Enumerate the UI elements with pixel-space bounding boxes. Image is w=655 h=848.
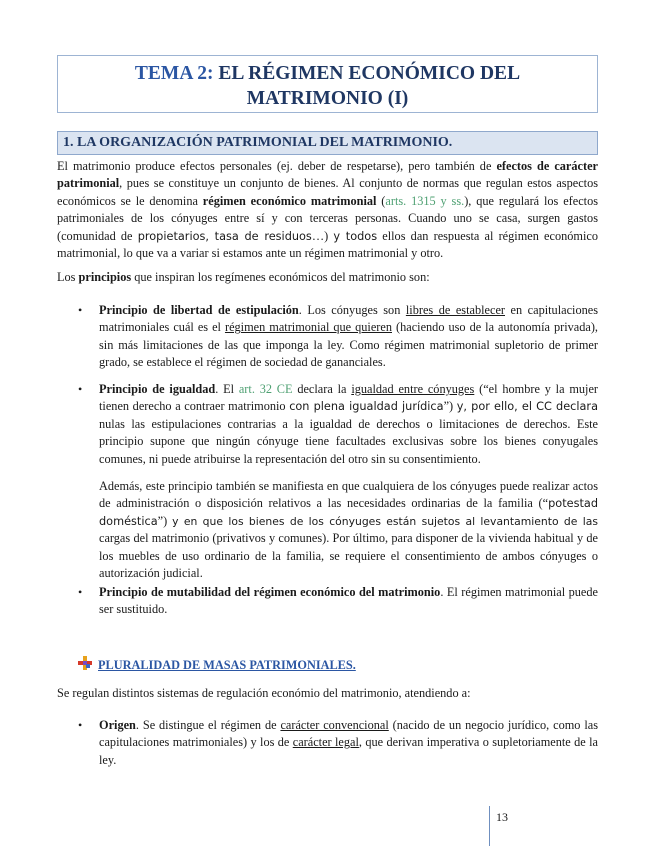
bullet-icon: • bbox=[78, 382, 83, 396]
paragraph-intro: El matrimonio produce efectos personales (ej. deber de respetarse), pero también de efectos de carácter patrimonial, pues se constituye un conjunto de bienes. Al conjunto de normas que regulan estos aspectos económicos se le denomina régimen económico matrimonial (arts. 1315 y ss.), que regulará los efectos patrimoniales de los cónyuges entre sí y con terceras personas. Cuando uno se casa, surgen gastos (comunidad de propietarios, tasa de residuos…) y todos ellos dan respuesta al régimen económico matrimonial, lo que va a variar si estamos ante un régimen matrimonial y otro. bbox=[57, 159, 599, 261]
link-articles[interactable]: arts. 1315 y ss. bbox=[385, 193, 465, 208]
title-rest: EL RÉGIMEN ECONÓMICO DEL bbox=[218, 63, 521, 84]
subheading-link[interactable]: PLURALIDAD DE MASAS PATRIMONIALES. bbox=[98, 658, 356, 672]
list-item-continuation: Además, este principio también se manifiesta en que cualquiera de los cónyuges puede realizar actos de administración o disposición relativos a las necesidades ordinarias de la familia (“potestad doméstica”) y en que los bienes de los cónyuges están sujetos al levantamiento de las cargas del matrimonio (privativos y comunes). Por último, para disponer de la vivienda habitual y de los muebles de uso ordinario de la familia, se requiere el consentimiento de ambos cónyuges o autorización judicial. bbox=[99, 479, 598, 581]
page-number: 13 bbox=[496, 810, 508, 824]
list-item: Principio de igualdad. El art. 32 CE declara la igualdad entre cónyuges (“el hombre y la mujer tienen derecho a contraer matrimonio con plena igualdad jurídica”) y, por ello, el CC declara nulas las estipulaciones contrarias a la igualdad de derechos o limitaciones de derechos. Este principio supone que ningún cónyuge tiene facultades exclusivas sobre los bienes conyugales comunes, ni puede atribuirse la representación del otro sin su consentimiento. bbox=[99, 382, 599, 466]
bullet-icon: • bbox=[78, 718, 83, 732]
plus-icon bbox=[78, 656, 92, 670]
list-item: Principio de libertad de estipulación. Los cónyuges son libres de establecer en capitulaciones matrimoniales cuál es el régimen matrimonial que quieren (haciendo uso de la autonomía privada), sin más limitaciones de las que imponga la ley. Como régimen matrimonial supletorio de primer grado, se establece el régimen de sociedad de gananciales. bbox=[99, 303, 599, 370]
link-art32[interactable]: art. 32 CE bbox=[238, 382, 293, 396]
list-item: Origen. Se distingue el régimen de carácter convencional (nacido de un negocio jurídico, como las capitulaciones matrimoniales) y los de carácter legal, que derivan imperativa o supletoriamente de la ley. bbox=[99, 718, 598, 767]
bullet-icon: • bbox=[78, 585, 83, 599]
paragraph-principios: Los principios que inspiran los regímenes económicos del matrimonio son: bbox=[57, 270, 430, 284]
bullet-icon: • bbox=[78, 303, 83, 317]
title-prefix: TEMA 2: bbox=[134, 63, 214, 84]
paragraph-sistemas: Se regulan distintos sistemas de regulación económio del matrimonio, atendiendo a: bbox=[57, 686, 471, 700]
page-title bbox=[57, 55, 598, 113]
page-number-divider bbox=[489, 806, 490, 846]
section-heading: 1. LA ORGANIZACIÓN PATRIMONIAL DEL MATRIMONIO. bbox=[57, 131, 598, 155]
list-item: Principio de mutabilidad del régimen económico del matrimonio. El régimen matrimonial puede ser sustituido. bbox=[99, 585, 599, 617]
title-line2: MATRIMONIO (I) bbox=[246, 88, 409, 109]
